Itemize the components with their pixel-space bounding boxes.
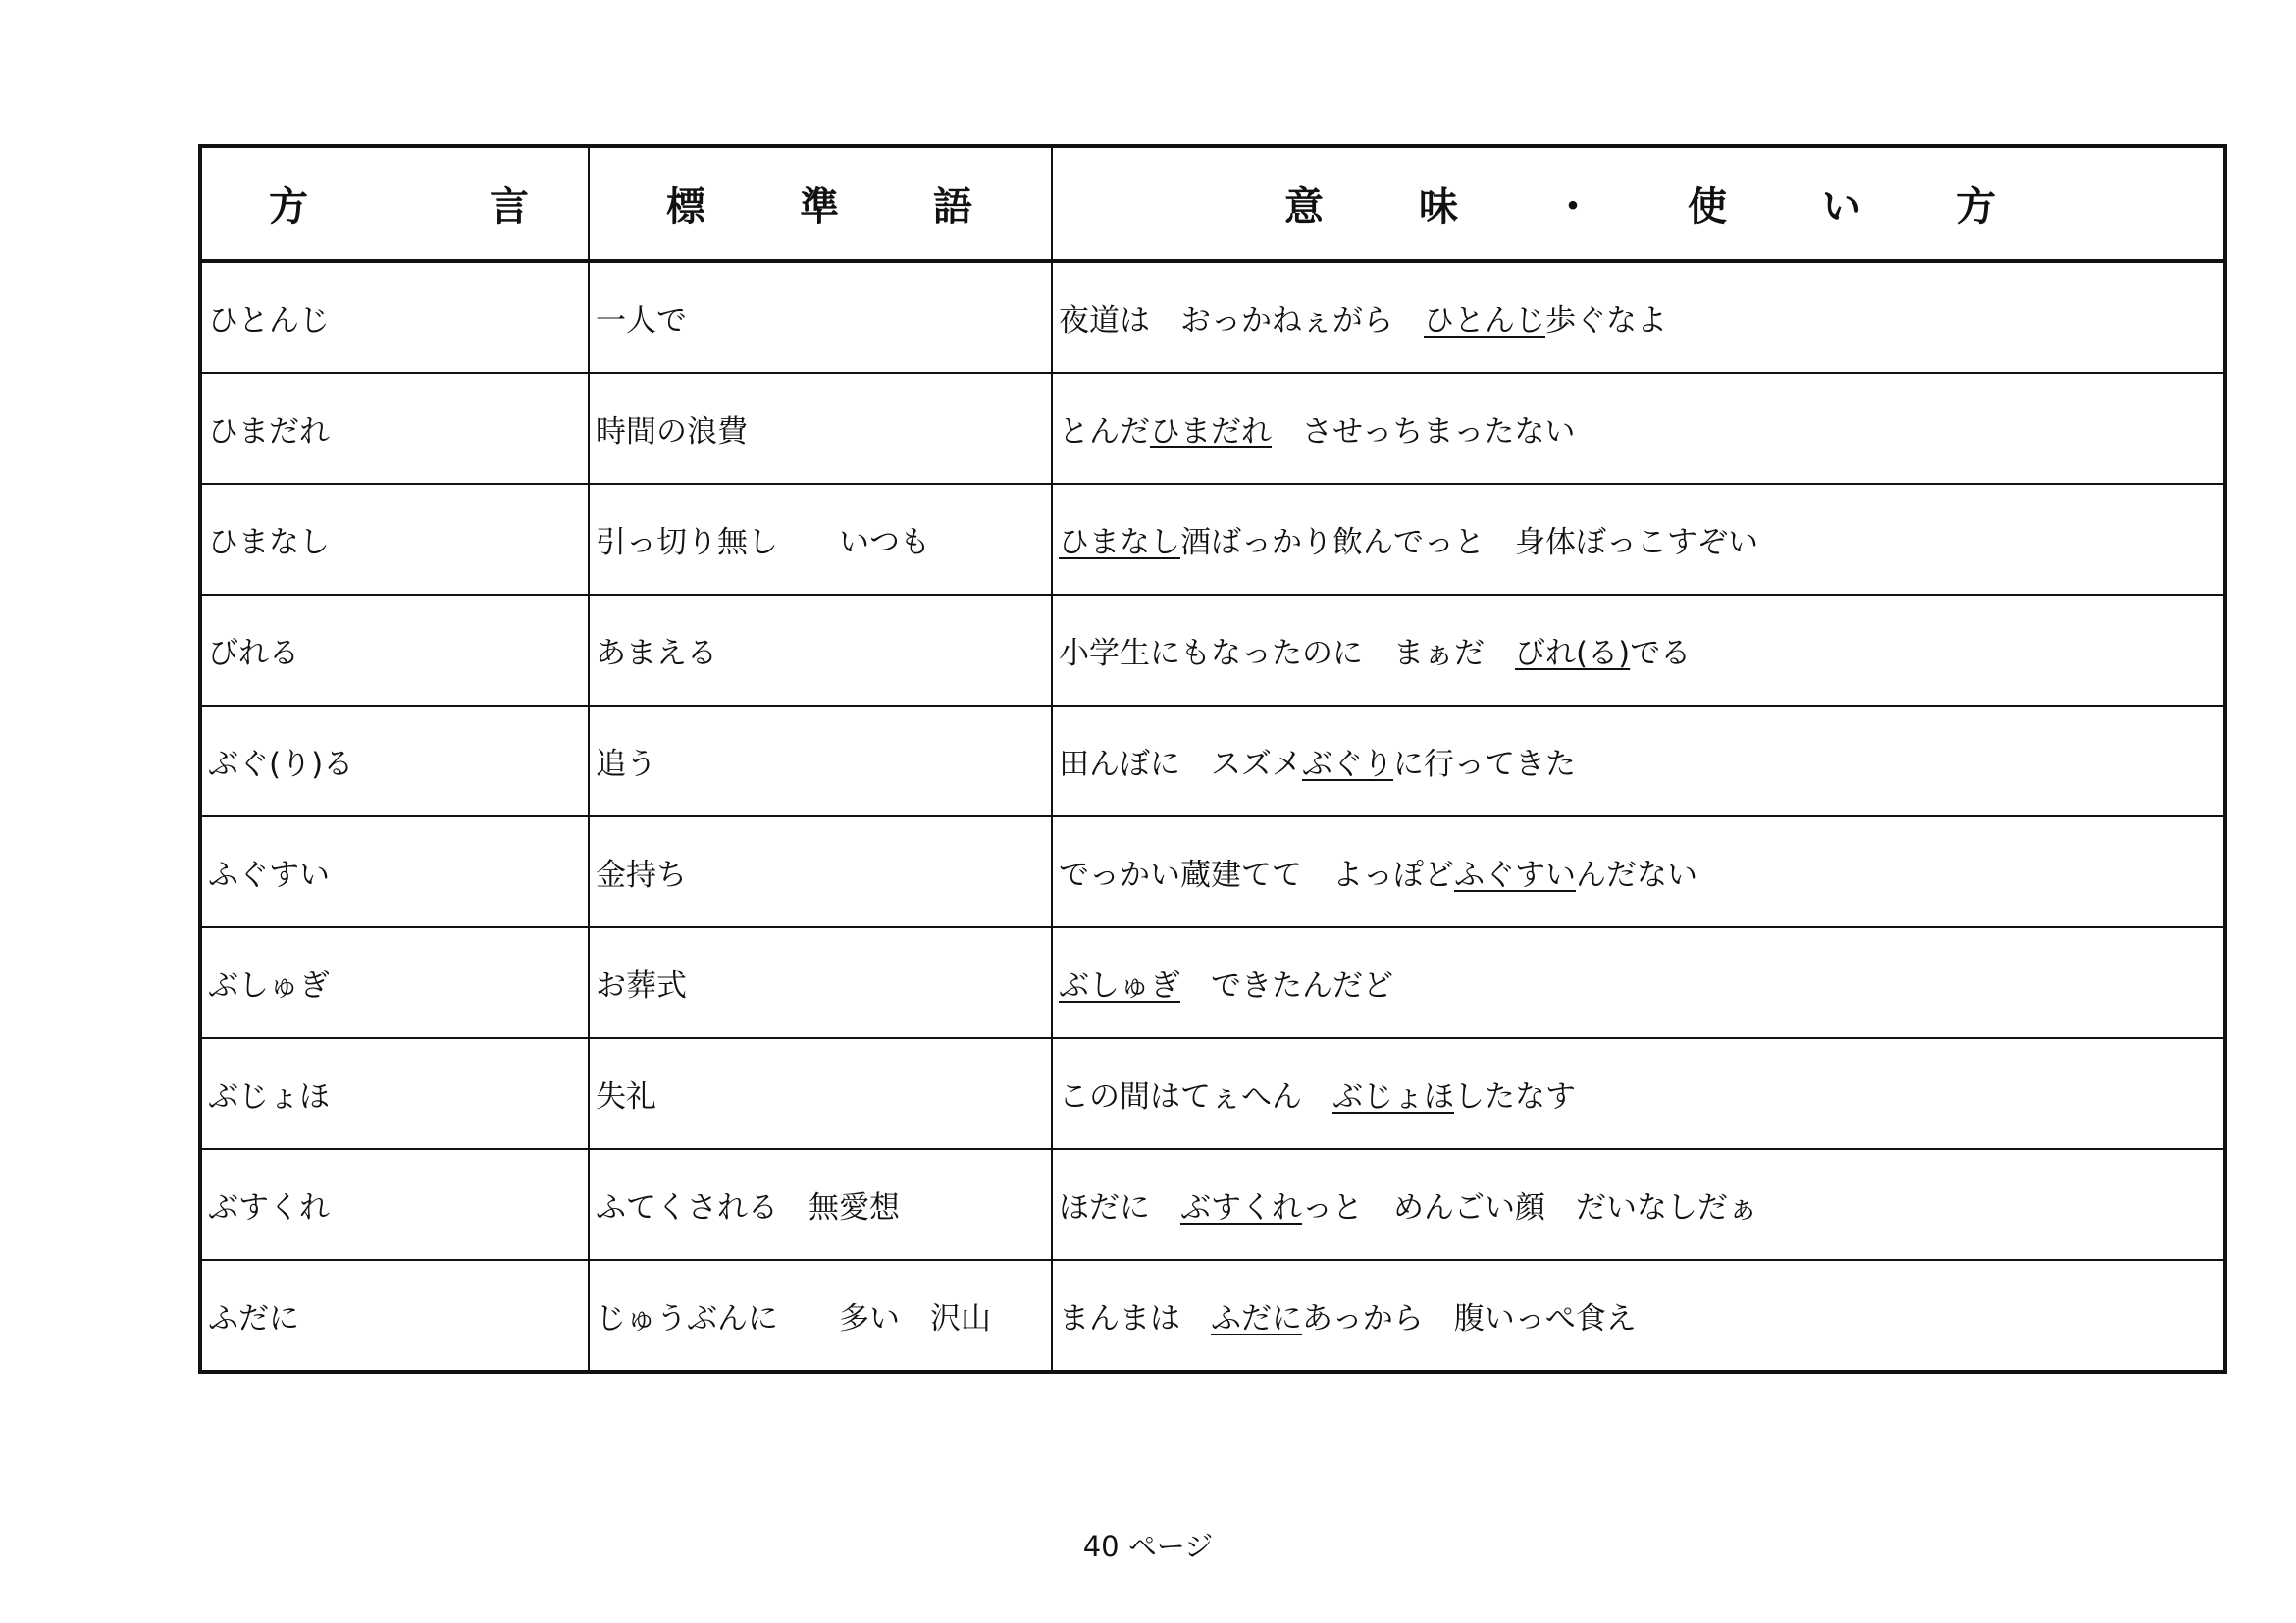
- underlined-term: びれ(る): [1515, 636, 1631, 671]
- header-char: 使: [1688, 184, 1727, 230]
- standard-cell: 一人で: [589, 261, 1052, 373]
- header-char: 意: [1284, 184, 1324, 230]
- dialect-cell: ぶしゅぎ: [200, 927, 589, 1038]
- usage-text: 夜道は おっかねぇがら: [1059, 303, 1424, 339]
- header-char: 標: [666, 184, 705, 230]
- table-row: [200, 927, 2225, 1038]
- usage-text: っと めんごい顔 だいなしだぁ: [1302, 1190, 1758, 1226]
- usage-text: 田んぼに スズメ: [1059, 747, 1302, 782]
- dialect-cell: ふぐすい: [200, 816, 589, 927]
- table-row: [200, 261, 2225, 373]
- table-header-row: [200, 146, 2225, 261]
- table-row: [200, 1149, 2225, 1260]
- table-row: [200, 1038, 2225, 1149]
- table-row: [200, 816, 2225, 927]
- header-char: い: [1822, 184, 1861, 230]
- usage-cell: [1052, 706, 2225, 816]
- dialect-cell: ぶすくれ: [200, 1149, 589, 1260]
- usage-text: でる: [1630, 636, 1692, 671]
- header-char: 語: [933, 184, 972, 230]
- dialect-cell: ふだに: [200, 1260, 589, 1372]
- usage-text: でっかい蔵建てて よっぽど: [1059, 858, 1454, 893]
- standard-cell: 金持ち: [589, 816, 1052, 927]
- usage-text: この間はてぇへん: [1059, 1079, 1332, 1115]
- usage-cell: [1052, 927, 2225, 1038]
- usage-cell: [1052, 1038, 2225, 1149]
- underlined-term: ふぐすい: [1454, 858, 1576, 893]
- table-row: [200, 1260, 2225, 1372]
- underlined-term: ひまなし: [1059, 525, 1180, 560]
- table-row: [200, 373, 2225, 484]
- underlined-term: ふだに: [1211, 1301, 1302, 1336]
- underlined-term: ぶすくれ: [1180, 1190, 1302, 1226]
- underlined-term: ぶぐり: [1302, 747, 1393, 782]
- page-number: 40 ページ: [1082, 1530, 1214, 1563]
- standard-cell: 追う: [589, 706, 1052, 816]
- underlined-term: ひまだれ: [1150, 414, 1272, 449]
- usage-text: 小学生にもなったのに まぁだ: [1059, 636, 1515, 671]
- usage-text: 酒ばっかり飲んでっと 身体ぼっこすぞい: [1180, 525, 1758, 560]
- usage-cell: [1052, 484, 2225, 595]
- usage-text: あっから 腹いっぺ食え: [1302, 1301, 1637, 1336]
- usage-cell: [1052, 595, 2225, 706]
- usage-cell: [1052, 261, 2225, 373]
- header-char: 準: [800, 184, 839, 230]
- underlined-term: ひとんじ: [1424, 303, 1545, 339]
- table-row: [200, 595, 2225, 706]
- usage-text: させっちまったない: [1272, 414, 1576, 449]
- header-meaning-usage: [1052, 146, 2225, 261]
- standard-cell: お葬式: [589, 927, 1052, 1038]
- dialect-cell: ぶぐ(り)る: [200, 706, 589, 816]
- usage-cell: [1052, 373, 2225, 484]
- dialect-cell: ひとんじ: [200, 261, 589, 373]
- usage-text: ほだに: [1059, 1190, 1180, 1226]
- dialect-cell: ひまだれ: [200, 373, 589, 484]
- standard-cell: 時間の浪費: [589, 373, 1052, 484]
- underlined-term: ぶしゅぎ: [1059, 969, 1180, 1004]
- usage-text: まんまは: [1059, 1301, 1211, 1336]
- usage-cell: [1052, 816, 2225, 927]
- header-char: ・: [1553, 184, 1592, 230]
- standard-cell: 失礼: [589, 1038, 1052, 1149]
- table-row: [200, 706, 2225, 816]
- dialect-cell: びれる: [200, 595, 589, 706]
- usage-text: とんだ: [1059, 414, 1150, 449]
- standard-cell: ふてくされる 無愛想: [589, 1149, 1052, 1260]
- header-standard: [589, 146, 1052, 261]
- dialect-cell: ひまなし: [200, 484, 589, 595]
- dialect-table: [198, 144, 2227, 1374]
- header-char: 方: [1957, 184, 1996, 230]
- header-dialect: [200, 146, 589, 261]
- usage-text: できたんだど: [1180, 969, 1393, 1004]
- header-char: 味: [1419, 184, 1458, 230]
- header-char: 言: [490, 184, 529, 230]
- underlined-term: ぶじょほ: [1332, 1079, 1454, 1115]
- usage-text: んだない: [1576, 858, 1697, 893]
- standard-cell: 引っ切り無し いつも: [589, 484, 1052, 595]
- usage-text: に行ってきた: [1393, 747, 1576, 782]
- dialect-cell: ぶじょほ: [200, 1038, 589, 1149]
- standard-cell: あまえる: [589, 595, 1052, 706]
- standard-cell: じゅうぶんに 多い 沢山: [589, 1260, 1052, 1372]
- usage-text: したなす: [1454, 1079, 1576, 1115]
- usage-cell: [1052, 1260, 2225, 1372]
- header-char: 方: [269, 184, 308, 230]
- usage-cell: [1052, 1149, 2225, 1260]
- table-row: [200, 484, 2225, 595]
- usage-text: 歩ぐなよ: [1545, 303, 1667, 339]
